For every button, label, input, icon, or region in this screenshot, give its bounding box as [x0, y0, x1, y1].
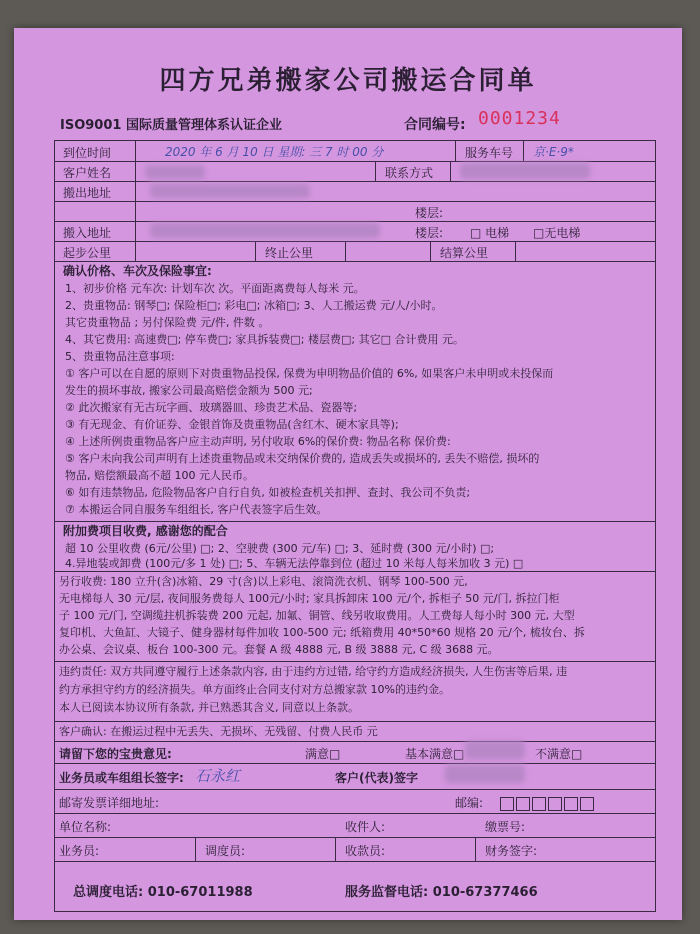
s1-line: ⑤ 客户未向我公司声明有上述贵重物品或未交纳保价费的, 造成丢失或损坏的, 丢失不赔偿, 损坏的 [65, 452, 540, 465]
s1-line: 2、贵重物品: 钢琴□; 保险柜□; 彩电□; 冰箱□; 3、人工搬运费 元/人/小时。 [65, 299, 443, 312]
s1-line: 1、初步价格 元车次: 计划车次 次。平面距离费每人每米 元。 [65, 282, 365, 295]
postcode-boxes [500, 793, 596, 812]
no-elevator-option[interactable]: □无电梯 [533, 226, 581, 240]
dispatcher-label: 调度员: [205, 844, 246, 858]
settle-km-label: 结算公里 [440, 246, 489, 260]
section-extra-title: 附加费项目收费, 感谢您的配合 [63, 524, 228, 538]
service-car-label: 服务车号 [465, 146, 514, 160]
s1-line: ② 此次搬家有无古玩字画、玻璃器皿、珍贵艺术品、瓷器等; [65, 401, 358, 414]
staff-label: 业务员: [59, 844, 100, 858]
end-km-label: 终止公里 [265, 246, 314, 260]
contract-number-label: 合同编号: [404, 117, 466, 133]
staff-sign-label: 业务员或车组组长签字: [59, 771, 184, 785]
cashier-label: 收款员: [345, 844, 386, 858]
customer-sign-label: 客户(代表)签字 [335, 771, 418, 785]
form-grid: 到位时间 2020 年 6 月 10 日 星期: 三 7 时 00 分 服务车号 京·E·9* 客户姓名 联系方式 搬出地址 楼层: 搬入地址 楼层: □ 电梯 □无电梯 起步公里 终止公里 结算公里 确认价格、车次及保险事宜: 1、初步价格 元车次: 计划车次 次。平面距离费每人每米 元。 2、贵重物品: 钢琴□; 保险柜□; 彩电□; 冰箱□; 3、人工搬运费 元/人/小时。 其它贵重物品 ; 另付保险费 元/件, 件数 。 4、其它费用: 高速费□; 停车费□; 家具拆装费□; 楼层费□; 其它□ 合计费用 元。 5、贵重物品注意事项: ① 客户可以在自愿的原则下对贵重物品投保, 保费为申明物品价值的 6%, 如果客户未申明或未投保而 发生的损坏事故, 搬家公司最高赔偿金额为 500 元; ② 此次搬家有无古玩字画、玻璃器皿、珍贵艺术品、瓷器等; ③ 有无现金、有价证券、金银首饰及贵重物品(含红木、硬木家具等); ④ 上述所例贵重物品客户应主动声明, 另付收取 6%的保价费: 物品名称 保价费: ⑤ 客户未向我公司声明有上述贵重物品或未交纳保价费的, 造成丢失或损坏的, 丢失不赔偿, 损坏的 物品, 赔偿额最高不超 100 元人民币。 ⑥ 如有违禁物品, 危险物品客户自行自负, 如被检查机关扣押、查封、我公司不负责; ⑦ 本搬运合同自服务车组组长, 客户代表签字后生效。 附加费项目收费, 感谢您的配合 超 10 公里收费 (6元/公里) □; 2、空驶费 (300 元/车) □; 3、延时费 (300 元/小时) □; 4.异地装或卸费 (100元/多 1 处) □; 5、车辆无法停靠到位 (超过 10 米每人每米加收 3 元) □ 另行收费: 180 立升(含)冰箱、29 寸(含)以上彩电、滚筒洗衣机、钢琴 100-500 元, 无电梯每人 30 元/层, 夜间服务费每人 100元/小时; 家具拆卸床 100 元/个, 拆柜子 50 元/门, 拆拉门柜 子 100 元/门, 空调缆拄机拆装费 200 元起, 加氟、铜管、线另收取费用。人工费每人每小时 300 元, 大型 复印机、大鱼缸、大镜子、健身器材每件加收 100-500 元; 纸箱费用 40*50*60 规格 20 元/个, 梳妆台、拆 办公桌、会议桌、板台 100-300 元。套餐 A 级 4888 元, B 级 3888 元, C 级 3688 元。 违约责任: 双方共同遵守履行上述条款内容, 由于违约方过错, 给守约方造成经济损失, 人生伤害等后果, 违 约方承担守约方的经济损失。单方面终止合同支付对方总搬家款 10%的违约金。 本人已阅读本协议所有条款, 并已熟悉其含义, 同意以上条款。 客户确认: 在搬运过程中无丢失、无损坏、无残留、付费人民币 元 请留下您的宝贵意见: 满意□ 基本满意□ 不满意□ 业务员或车组组长签字: 石永红 客户(代表)签字 邮寄发票详细地址: 邮编: 单位名称: 收件人: 缴票号: 业务员: 调度员: 收款员: 财务签字: 总调度电话: 010-67011988 服务监督电话: 010-67377466 [54, 140, 656, 912]
redacted-mark [465, 741, 525, 759]
form-title: 四方兄弟搬家公司搬运合同单 [159, 66, 537, 96]
s1-line: ④ 上述所例贵重物品客户应主动声明, 另付收取 6%的保价费: 物品名称 保价费: [65, 435, 451, 448]
receiver-label: 收件人: [345, 820, 386, 834]
contact-label: 联系方式 [385, 166, 434, 180]
unsatisfied-option[interactable]: 不满意□ [535, 747, 583, 761]
iso-certification: ISO9001 国际质量管理体系认证企业 [60, 118, 282, 133]
customer-confirm: 客户确认: 在搬运过程中无丢失、无损坏、无残留、付费人民币 元 [59, 725, 378, 738]
customer-name-label: 客户姓名 [63, 166, 112, 180]
redacted-customer-sign [445, 765, 525, 783]
s3-line: 复印机、大鱼缸、大镜子、健身器材每件加收 100-500 元; 纸箱费用 40*50*60 规格 20 元/个, 梳妆台、拆 [59, 626, 585, 639]
s1-line: ① 客户可以在自愿的原则下对贵重物品投保, 保费为申明物品价值的 6%, 如果客户未申明或未投保而 [65, 367, 554, 380]
s3-line: 无电梯每人 30 元/层, 夜间服务费每人 100元/小时; 家具拆卸床 100 元/个, 拆柜子 50 元/门, 拆拉门柜 [59, 592, 560, 605]
basic-satisfied-option[interactable]: 基本满意□ [405, 747, 465, 761]
contract-form [14, 28, 682, 920]
finance-sign-label: 财务签字: [485, 844, 538, 858]
s1-line: ⑦ 本搬运合同自服务车组组长, 客户代表签字后生效。 [65, 503, 328, 516]
s3-line: 另行收费: 180 立升(含)冰箱、29 寸(含)以上彩电、滚筒洗衣机、钢琴 100-500 元, [59, 575, 468, 588]
opinion-label: 请留下您的宝贵意见: [59, 747, 172, 761]
s1-line: 5、贵重物品注意事项: [65, 350, 175, 363]
postcode-label: 邮编: [455, 796, 484, 810]
s3-line: 办公桌、会议桌、板台 100-300 元。套餐 A 级 4888 元, B 级 3888 元, C 级 3688 元。 [59, 643, 499, 656]
s1-line: 4、其它费用: 高速费□; 停车费□; 家具拆装费□; 楼层费□; 其它□ 合计费用 元。 [65, 333, 464, 346]
to-address-label: 搬入地址 [63, 226, 112, 240]
floor-label-2: 楼层: [415, 226, 444, 240]
arrival-time-value: 2020 年 6 月 10 日 星期: 三 7 时 00 分 [165, 145, 384, 159]
redacted-to [150, 223, 380, 238]
supervise-hotline: 服务监督电话: 010-67377466 [345, 885, 538, 900]
start-km-label: 起步公里 [63, 246, 112, 260]
s4-line: 违约责任: 双方共同遵守履行上述条款内容, 由于违约方过错, 给守约方造成经济损失, 人生伤害等后果, 违 [59, 665, 568, 678]
unit-name-label: 单位名称: [59, 820, 112, 834]
section-price-title: 确认价格、车次及保险事宜: [63, 264, 212, 278]
redacted-from [150, 184, 310, 198]
s1-line: ③ 有无现金、有价证券、金银首饰及贵重物品(含红木、硬木家具等); [65, 418, 399, 431]
from-address-label: 搬出地址 [63, 186, 112, 200]
redacted-phone [460, 163, 590, 179]
s3-line: 子 100 元/门, 空调缆拄机拆装费 200 元起, 加氟、铜管、线另收取费用。人工费每人每小时 300 元, 大型 [59, 609, 575, 622]
contract-number: 0001234 [478, 108, 561, 129]
s1-line: 物品, 赔偿额最高不超 100 元人民币。 [65, 469, 254, 482]
s1-line: 其它贵重物品 ; 另付保险费 元/件, 件数 。 [65, 316, 270, 329]
hotline: 总调度电话: 010-67011988 [73, 885, 253, 900]
s1-line: 发生的损坏事故, 搬家公司最高赔偿金额为 500 元; [65, 384, 313, 397]
floor-label: 楼层: [415, 206, 444, 220]
staff-signature: 石永红 [195, 767, 241, 785]
arrival-time-label: 到位时间 [63, 146, 112, 160]
satisfied-option[interactable]: 满意□ [305, 747, 341, 761]
s4-line: 本人已阅读本协议所有条款, 并已熟悉其含义, 同意以上条款。 [59, 701, 359, 714]
s4-line: 约方承担守约方的经济损失。单方面终止合同支付对方总搬家款 10%的违约金。 [59, 683, 450, 696]
redacted-name [145, 165, 205, 179]
s2-line: 4.异地装或卸费 (100元/多 1 处) □; 5、车辆无法停靠到位 (超过 10 米每人每米加收 3 元) □ [65, 557, 524, 570]
ticket-number-label: 缴票号: [485, 820, 526, 834]
elevator-option[interactable]: □ 电梯 [470, 226, 510, 240]
invoice-address-label: 邮寄发票详细地址: [59, 796, 160, 810]
s1-line: ⑥ 如有违禁物品, 危险物品客户自行自负, 如被检查机关扣押、查封、我公司不负责; [65, 486, 471, 499]
s2-line: 超 10 公里收费 (6元/公里) □; 2、空驶费 (300 元/车) □; 3、延时费 (300 元/小时) □; [65, 542, 495, 555]
